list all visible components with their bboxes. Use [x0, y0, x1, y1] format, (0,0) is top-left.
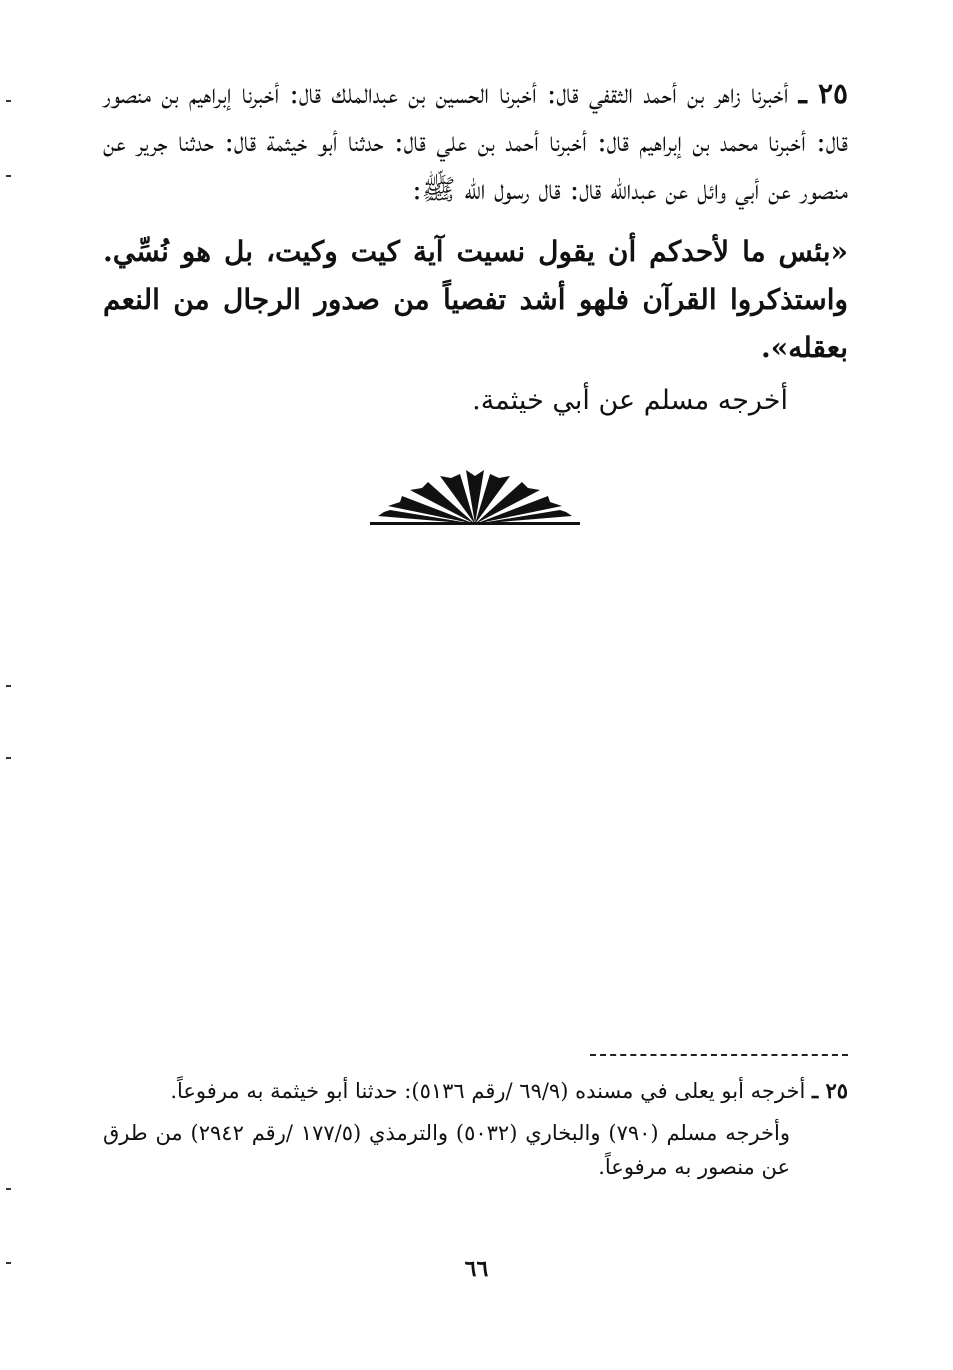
footnote-text: وأخرجه مسلم (٧٩٠) والبخاري (٥٠٣٢) والترمذي (١٧٧/٥ /رقم ٢٩٤٢) من طرق عن منصور به مرفوعاً. — [103, 1121, 790, 1179]
hadith-section — [103, 70, 848, 424]
isnad-paragraph — [103, 70, 848, 214]
footnote-separator — [590, 1054, 848, 1056]
scan-speck — [6, 100, 11, 102]
footnote-number: ٢٥ ـ — [811, 1078, 848, 1103]
takhrij-line: أخرجه مسلم عن أبي خيثمة. — [472, 385, 788, 416]
page-number: ٦٦ — [464, 1256, 489, 1282]
footnote — [103, 1074, 848, 1108]
scan-speck — [6, 175, 11, 177]
hadith-text: «بئس ما لأحدكم أن يقول نسيت آية كيت وكيت، بل هو نُسِّي. واستذكروا القرآن فلهو أشد تفصياً من صدور الرجال من النعم بعقله». — [103, 235, 848, 364]
scan-speck — [6, 757, 11, 759]
isnad-text: أخبرنا زاهر بن أحمد الثقفي قال: أخبرنا الحسين بن عبدالملك قال: أخبرنا إبراهيم بن منصور قال: أخبرنا محمد بن إبراهيم قال: أخبرنا أحمد بن علي قال: حدثنا أبو خيثمة قال: حدثنا جرير عن منصور عن أبي وائل عن عبدالله قال: قال رسول الله ﷺ: — [103, 77, 848, 206]
hadith-number: ٢٥ ـ — [798, 77, 849, 110]
footnotes — [103, 1074, 848, 1192]
sunburst-ornament — [370, 462, 580, 528]
scan-speck — [6, 685, 11, 687]
footnote-text: أخرجه أبو يعلى في مسنده (٦٩/٩ /رقم ٥١٣٦): حدثنا أبو خيثمة به مرفوعاً. — [170, 1079, 806, 1103]
scan-speck — [6, 1188, 11, 1190]
footnote — [103, 1116, 790, 1184]
